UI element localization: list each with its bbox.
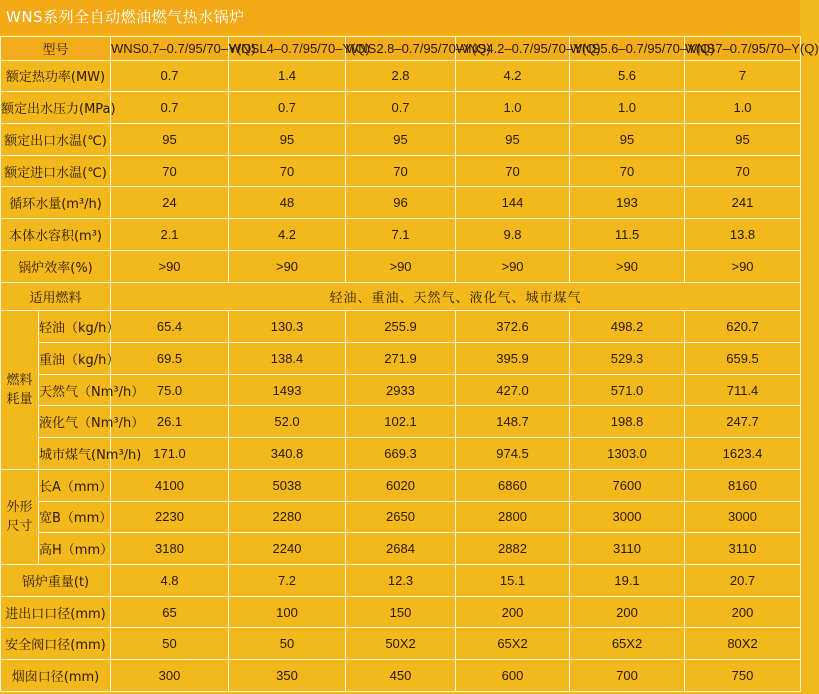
table-cell: 15.1 bbox=[456, 564, 570, 596]
row-label: 额定出水压力(MPa) bbox=[1, 92, 111, 124]
table-cell: 2280 bbox=[229, 501, 346, 533]
table-cell: 24 bbox=[111, 187, 229, 219]
table-cell: 247.7 bbox=[685, 406, 801, 438]
table-cell: 70 bbox=[456, 155, 570, 187]
table-cell: 11.5 bbox=[570, 219, 685, 251]
model-name: WNS2.8–0.7/95/70–Y(Q) bbox=[346, 37, 456, 61]
table-cell: 750 bbox=[685, 660, 801, 692]
table-cell: 69.5 bbox=[111, 342, 229, 374]
table-row bbox=[1, 438, 801, 470]
table-row bbox=[1, 342, 801, 374]
row-label: 锅炉效率(%) bbox=[1, 250, 111, 282]
table-cell: 50 bbox=[229, 628, 346, 660]
table-cell: 65X2 bbox=[456, 628, 570, 660]
table-cell: 1.4 bbox=[229, 60, 346, 92]
table-cell: 498.2 bbox=[570, 311, 685, 343]
table-row bbox=[1, 660, 801, 692]
table-cell: 70 bbox=[570, 155, 685, 187]
table-cell: 70 bbox=[685, 155, 801, 187]
row-label: 进出口口径(mm) bbox=[1, 596, 111, 628]
table-cell: 70 bbox=[229, 155, 346, 187]
table-row bbox=[1, 628, 801, 660]
table-row bbox=[1, 250, 801, 282]
table-cell: 700 bbox=[570, 660, 685, 692]
fuel-row bbox=[1, 282, 801, 311]
table-cell: 193 bbox=[570, 187, 685, 219]
table-cell: 974.5 bbox=[456, 438, 570, 470]
table-cell: 4.8 bbox=[111, 564, 229, 596]
table-cell: 529.3 bbox=[570, 342, 685, 374]
table-cell: 148.7 bbox=[456, 406, 570, 438]
table-cell: 7 bbox=[685, 60, 801, 92]
table-cell: >90 bbox=[456, 250, 570, 282]
fuel-value: 轻油、重油、天然气、液化气、城市煤气 bbox=[111, 282, 801, 311]
table-cell: 20.7 bbox=[685, 564, 801, 596]
table-row bbox=[1, 60, 801, 92]
table-cell: 70 bbox=[346, 155, 456, 187]
table-cell: 395.9 bbox=[456, 342, 570, 374]
row-label: 长A（mm） bbox=[39, 469, 111, 501]
row-label: 安全阀口径(mm) bbox=[1, 628, 111, 660]
table-cell: 4.2 bbox=[456, 60, 570, 92]
table-cell: 198.8 bbox=[570, 406, 685, 438]
table-row bbox=[1, 311, 801, 343]
table-cell: 2933 bbox=[346, 374, 456, 406]
table-cell: 2.8 bbox=[346, 60, 456, 92]
row-label: 轻油（kg/h） bbox=[39, 311, 111, 343]
table-cell: 3110 bbox=[570, 533, 685, 565]
table-cell: 2800 bbox=[456, 501, 570, 533]
table-cell: 80X2 bbox=[685, 628, 801, 660]
dimensions-group-label: 外形尺寸 bbox=[1, 469, 39, 564]
table-row bbox=[1, 219, 801, 251]
table-cell: 200 bbox=[570, 596, 685, 628]
table-cell: 100 bbox=[229, 596, 346, 628]
table-cell: 96 bbox=[346, 187, 456, 219]
table-cell: 95 bbox=[456, 123, 570, 155]
table-cell: 65.4 bbox=[111, 311, 229, 343]
table-cell: 0.7 bbox=[111, 60, 229, 92]
table-cell: 52.0 bbox=[229, 406, 346, 438]
table-cell: 95 bbox=[229, 123, 346, 155]
table-cell: 65 bbox=[111, 596, 229, 628]
table-cell: 0.7 bbox=[229, 92, 346, 124]
table-cell: >90 bbox=[229, 250, 346, 282]
table-cell: 669.3 bbox=[346, 438, 456, 470]
table-cell: 3110 bbox=[685, 533, 801, 565]
table-row bbox=[1, 123, 801, 155]
table-cell: 26.1 bbox=[111, 406, 229, 438]
table-cell: 1303.0 bbox=[570, 438, 685, 470]
table-cell: 8160 bbox=[685, 469, 801, 501]
row-label: 重油（kg/h） bbox=[39, 342, 111, 374]
table-cell: 659.5 bbox=[685, 342, 801, 374]
table-cell: 50 bbox=[111, 628, 229, 660]
row-label: 本体水容积(m³) bbox=[1, 219, 111, 251]
fuel-label: 适用燃料 bbox=[1, 282, 111, 311]
table-cell: 130.3 bbox=[229, 311, 346, 343]
table-cell: 95 bbox=[685, 123, 801, 155]
table-cell: 0.7 bbox=[346, 92, 456, 124]
row-label: 宽B（mm） bbox=[39, 501, 111, 533]
table-cell: 200 bbox=[685, 596, 801, 628]
model-name: WNS5.6–0.7/95/70–Y(Q) bbox=[570, 37, 685, 61]
table-cell: 2240 bbox=[229, 533, 346, 565]
table-cell: >90 bbox=[111, 250, 229, 282]
table-row bbox=[1, 501, 801, 533]
model-header-label: 型号 bbox=[1, 37, 111, 61]
table-cell: 2882 bbox=[456, 533, 570, 565]
table-cell: 2230 bbox=[111, 501, 229, 533]
table-row bbox=[1, 469, 801, 501]
table-cell: 2650 bbox=[346, 501, 456, 533]
table-cell: 0.7 bbox=[111, 92, 229, 124]
table-cell: 13.8 bbox=[685, 219, 801, 251]
table-cell: 6020 bbox=[346, 469, 456, 501]
table-cell: 271.9 bbox=[346, 342, 456, 374]
model-name: WNSL4–0.7/95/70–Y(Q) bbox=[229, 37, 346, 61]
row-label: 液化气（Nm³/h） bbox=[39, 406, 111, 438]
row-label: 烟囱口径(mm) bbox=[1, 660, 111, 692]
table-cell: 2.1 bbox=[111, 219, 229, 251]
table-cell: 1493 bbox=[229, 374, 346, 406]
table-cell: 300 bbox=[111, 660, 229, 692]
table-cell: 12.3 bbox=[346, 564, 456, 596]
table-row bbox=[1, 187, 801, 219]
header-row bbox=[1, 37, 801, 61]
table-cell: 50X2 bbox=[346, 628, 456, 660]
row-label: 额定进口水温(℃) bbox=[1, 155, 111, 187]
table-row bbox=[1, 406, 801, 438]
table-cell: 171.0 bbox=[111, 438, 229, 470]
table-cell: 5.6 bbox=[570, 60, 685, 92]
table-cell: 5038 bbox=[229, 469, 346, 501]
table-cell: 1623.4 bbox=[685, 438, 801, 470]
table-cell: 95 bbox=[570, 123, 685, 155]
model-name: WNS4.2–0.7/95/70–Y(Q) bbox=[456, 37, 570, 61]
table-cell: 19.1 bbox=[570, 564, 685, 596]
table-cell: 7600 bbox=[570, 469, 685, 501]
table-row bbox=[1, 155, 801, 187]
table-cell: 600 bbox=[456, 660, 570, 692]
row-label: 城市煤气(Nm³/h) bbox=[39, 438, 111, 470]
page-title: WNS系列全自动燃油燃气热水锅炉 bbox=[0, 0, 800, 34]
table-cell: 2684 bbox=[346, 533, 456, 565]
table-cell: 6860 bbox=[456, 469, 570, 501]
table-cell: >90 bbox=[685, 250, 801, 282]
table-cell: 95 bbox=[346, 123, 456, 155]
table-cell: 7.2 bbox=[229, 564, 346, 596]
row-label: 锅炉重量(t) bbox=[1, 564, 111, 596]
table-cell: 70 bbox=[111, 155, 229, 187]
table-cell: 3180 bbox=[111, 533, 229, 565]
table-cell: 1.0 bbox=[570, 92, 685, 124]
model-name: WNS0.7–0.7/95/70–Y(Q) bbox=[111, 37, 229, 61]
table-cell: 1.0 bbox=[685, 92, 801, 124]
table-cell: 95 bbox=[111, 123, 229, 155]
table-row bbox=[1, 564, 801, 596]
table-cell: 3000 bbox=[570, 501, 685, 533]
table-cell: 200 bbox=[456, 596, 570, 628]
table-cell: 75.0 bbox=[111, 374, 229, 406]
model-name: WNS7–0.7/95/70–Y(Q) bbox=[685, 37, 801, 61]
row-label: 额定热功率(MW) bbox=[1, 60, 111, 92]
table-cell: 102.1 bbox=[346, 406, 456, 438]
table-cell: 65X2 bbox=[570, 628, 685, 660]
table-cell: 48 bbox=[229, 187, 346, 219]
table-cell: 144 bbox=[456, 187, 570, 219]
table-cell: 7.1 bbox=[346, 219, 456, 251]
table-row bbox=[1, 533, 801, 565]
table-cell: 241 bbox=[685, 187, 801, 219]
table-cell: 450 bbox=[346, 660, 456, 692]
table-cell: 4.2 bbox=[229, 219, 346, 251]
table-cell: 711.4 bbox=[685, 374, 801, 406]
table-cell: 4100 bbox=[111, 469, 229, 501]
table-cell: 620.7 bbox=[685, 311, 801, 343]
table-cell: 427.0 bbox=[456, 374, 570, 406]
table-row bbox=[1, 92, 801, 124]
consumption-group-label: 燃料耗量 bbox=[1, 311, 39, 470]
table-cell: 372.6 bbox=[456, 311, 570, 343]
row-label: 高H（mm） bbox=[39, 533, 111, 565]
table-cell: 9.8 bbox=[456, 219, 570, 251]
table-cell: 1.0 bbox=[456, 92, 570, 124]
table-row bbox=[1, 596, 801, 628]
table-cell: 350 bbox=[229, 660, 346, 692]
table-cell: 138.4 bbox=[229, 342, 346, 374]
row-label: 天然气（Nm³/h） bbox=[39, 374, 111, 406]
table-cell: 3000 bbox=[685, 501, 801, 533]
table-cell: 150 bbox=[346, 596, 456, 628]
row-label: 额定出口水温(℃) bbox=[1, 123, 111, 155]
table-cell: >90 bbox=[570, 250, 685, 282]
table-cell: 571.0 bbox=[570, 374, 685, 406]
table-cell: 340.8 bbox=[229, 438, 346, 470]
spec-table bbox=[0, 36, 819, 692]
table-row bbox=[1, 374, 801, 406]
row-label: 循环水量(m³/h) bbox=[1, 187, 111, 219]
table-cell: 255.9 bbox=[346, 311, 456, 343]
table-cell: >90 bbox=[346, 250, 456, 282]
